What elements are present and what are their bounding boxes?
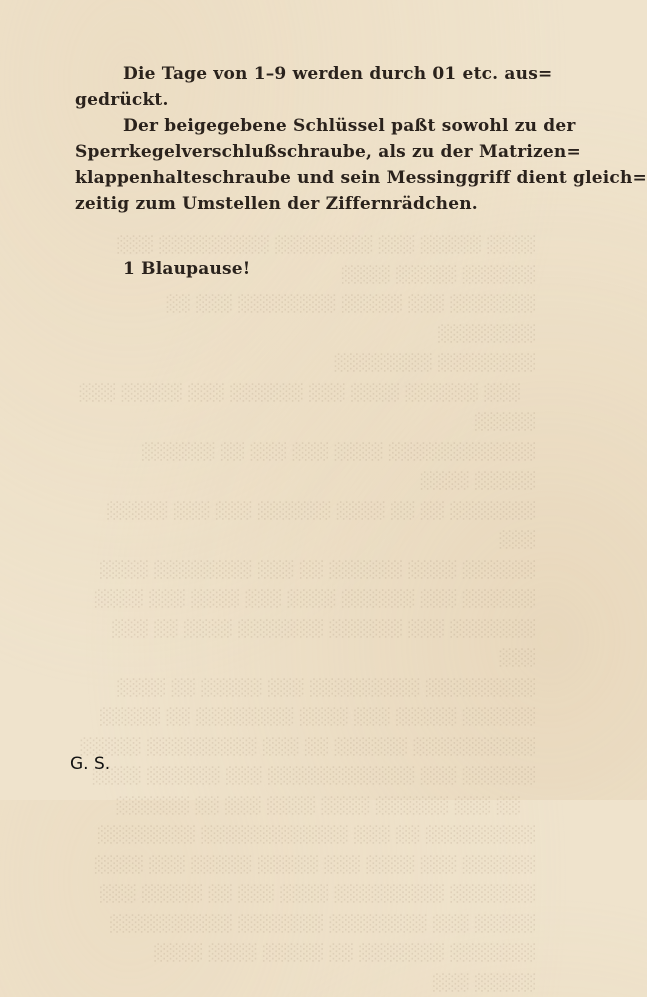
text-line: gedrückt. (75, 90, 169, 110)
text-line: Die Tage von 1–9 werden durch 01 etc. aus= (123, 64, 553, 84)
paragraph-key-usage (75, 113, 647, 217)
text-line: Der beigegebene Schlüssel paßt sowohl zu der (123, 116, 576, 136)
paragraph-blueprint-note (75, 256, 535, 282)
text-line: klappenhalteschraube und sein Messinggriff dient gleich= (75, 168, 647, 188)
text-line: Sperrkegelverschlußschraube, als zu der Matrizen= (75, 142, 581, 162)
text-line: zeitig zum Umstellen der Ziffernrädchen. (75, 194, 478, 214)
paragraph-date-format (75, 61, 553, 113)
signature-initials: G. S. (70, 754, 111, 774)
text-line: 1 Blaupause! (123, 259, 251, 279)
bleed-through-texture: ░░░░ ░░░░░ ░░░ ░░░░░░░░ ░░░░░░░░░ ░░░ ░░░░░░ ░░░░░ ░░░░ ░░░░░░░ ░░░ ░░░░░ ░░░░░░░░ ░░░ ░░ ░░░░░░░░ ░░░░░░░░ ░░░░░░░░ ░░░ ░░░░░░ ░░░░ ░░░ ░░░░░░ ░░░ ░░░░░ ░░░ ░░░░░ ░░░░░░░░░░░░ ░░░░ ░░░ ░░░ ░░ ░░░░░░ ░░░░░ ░░░░ ░░░░░░░ ░░ ░░ ░░░░ ░░░░░░ ░░░ ░░░ ░░░░░ ░░░ ░░░░░░ ░░░░ ░░░░░░ ░░ ░░░ ░░░░░░░░ ░░░░ ░░░░░░ ░░░ ░░░░░░ ░░░░ ░░░ ░░░░ ░░░ ░░░░ ░░░░░░░ ░░░ ░░░░░░ ░░░░░░░ ░░░░ ░░ ░░░ ░░░ ░░░░░░░░░ ░░░░░░░░░ ░░░ ░░░░░ ░░ ░░░░ ░░░░░░ ░░░░░ ░░░ ░░░░ ░░░░░░░░ ░░ ░░░░░ ░░░░░░░░░░ ░░░░░░ ░░ ░░░ ░░░░░░░░░ ░░░░░ ░░░░░░ ░░░ ░░░░░░░░░░░░ ░░░ ░░░░░░ ░░░░ ░░ ░░░ ░░░░░░ ░░░░ ░░░░ ░░░ ░░ ░░░░░░ ░░░░░░░░░ ░░ ░░░ ░░░░░░░░░░░░ ░░░░░░░░ ░░░░░░ ░░░ ░░░░ ░░░ ░░░░░ ░░░░░ ░░░ ░░░░ ░░░░░░░ ░░░░░░░░░ ░░░░ ░░░ ░░ ░░░░░ ░░░ ░░░░░ ░░░ ░░░░░░░░ ░░░░░░░ ░░░░░░░░░░ ░░░░░░░ ░░░░░░░ ░░ ░░░░░ ░░░░ ░░░░ ░░░░░ ░░░ (78, 235, 535, 992)
